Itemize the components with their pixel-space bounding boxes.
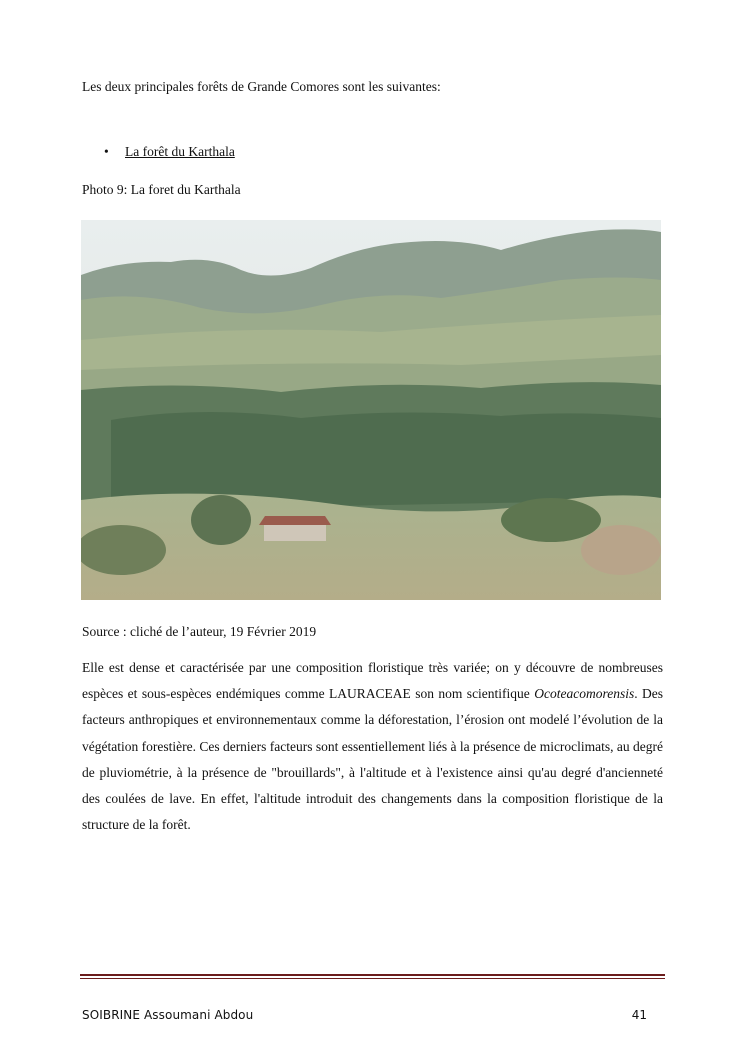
body-paragraph — [82, 655, 663, 838]
footer-rule-thin — [80, 978, 665, 979]
footer-author: SOIBRINE Assoumani Abdou — [82, 1008, 254, 1022]
forest-photo — [81, 220, 661, 600]
page-number: 41 — [631, 1008, 647, 1022]
bullet-item — [104, 144, 235, 160]
scientific-name: Ocoteacomorensis — [534, 686, 635, 702]
photo-source: Source : cliché de l’auteur, 19 Février 2019 — [82, 624, 317, 639]
intro-sentence: Les deux principales forêts de Grande Comores sont les suivantes: — [82, 79, 441, 94]
paragraph-text-2: . Des facteurs anthropiques et environnementaux comme la déforestation, l’érosion ont modelé l’évolution de la végétation forestière. Ces derniers facteurs sont essentiellement liés à la présence de microclimats, au degré de pluviométrie, à la présence de "brouillards", à l'altitude et à l'existence ainsi qu'au degré d'ancienneté des coulées de lave. En effet, l'altitude introduit des changements dans la composition floristique de la structure de la forêt. — [82, 686, 664, 833]
photo-caption: Photo 9: La foret du Karthala — [82, 182, 241, 197]
bullet-icon: • — [104, 144, 109, 159]
bullet-label: La forêt du Karthala — [125, 144, 235, 159]
footer-rule — [80, 974, 665, 976]
paragraph-text-1: Elle est dense et caractérisée par une composition floristique très variée; on y découvre de nombreuses espèces et sous-espèces endémiques comme LAURACEAE son nom scientifique — [82, 660, 663, 702]
